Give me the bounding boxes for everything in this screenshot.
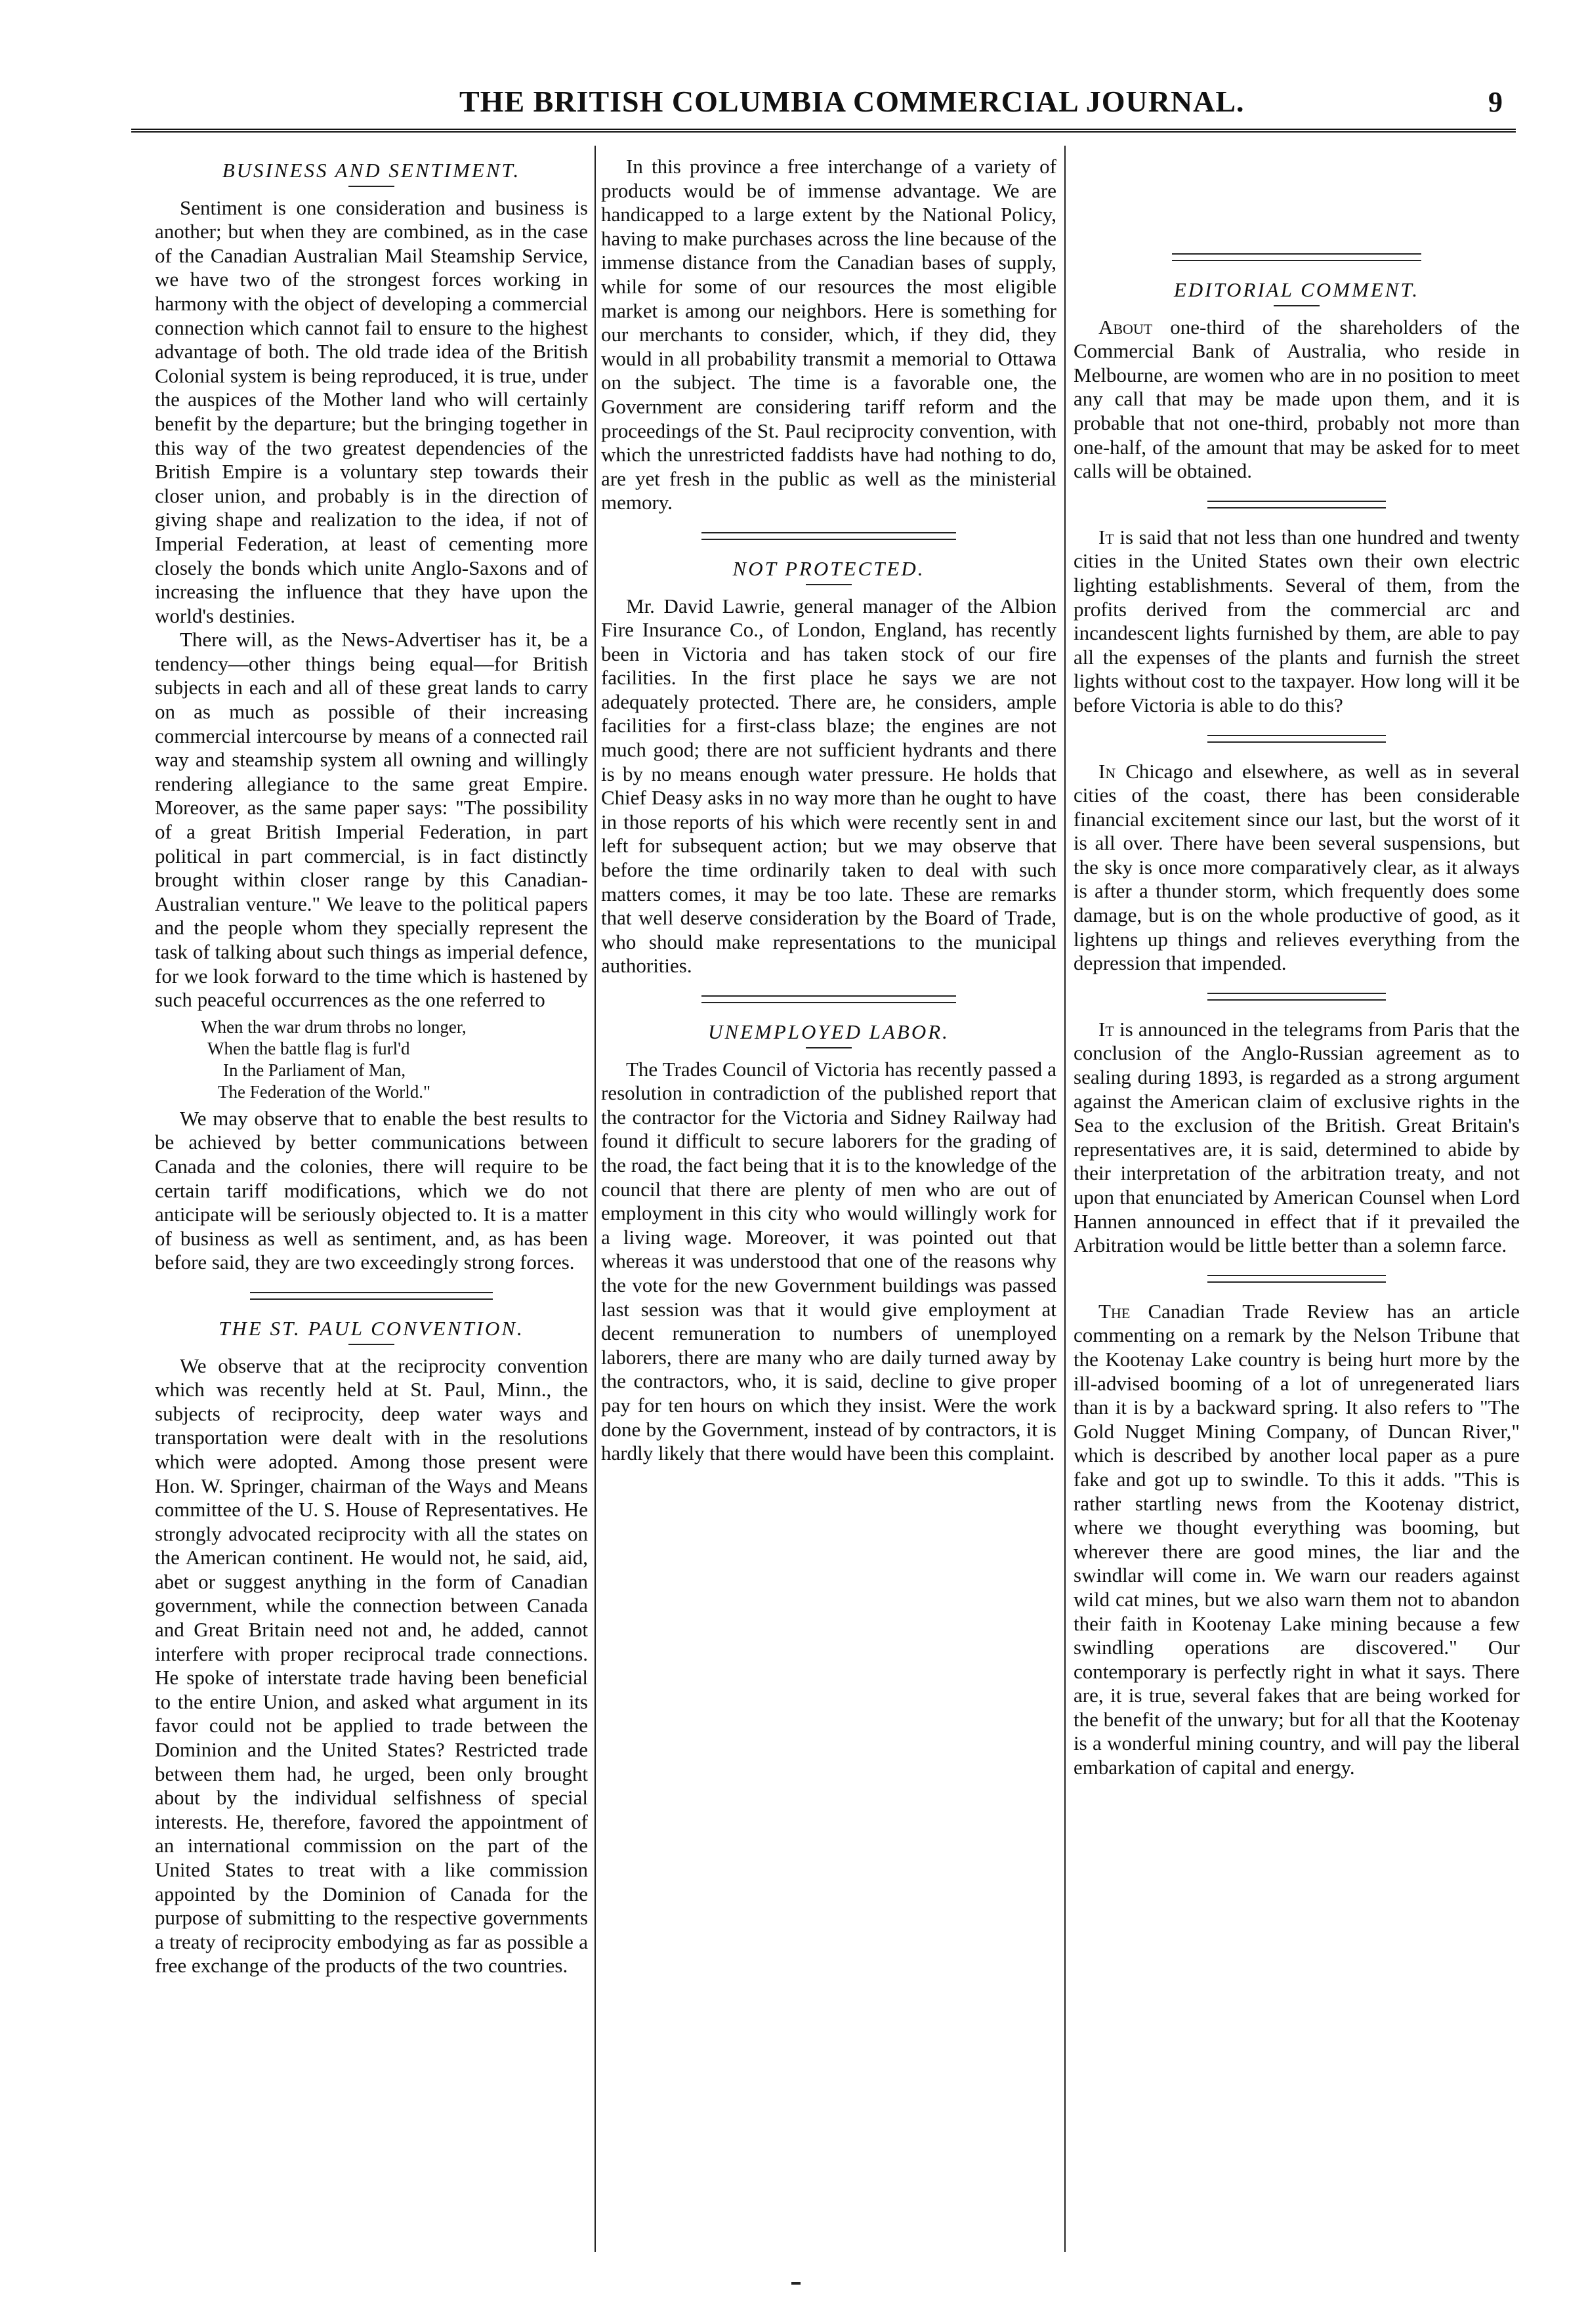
article-separator (701, 532, 957, 540)
editorial-item (1074, 316, 1520, 484)
header-rule (131, 129, 1516, 133)
poem-quote (201, 1016, 588, 1103)
poem-line: When the war drum throbs no longer, (201, 1016, 467, 1037)
footer-mark (791, 2282, 801, 2285)
lead-word: In (1098, 759, 1116, 783)
article-paragraph: We may observe that to enable the best results to be achieved by better communications between Canada and the colonies, there will require to be certain tariff modifications, which we do not anticipate will be seriously objected to. It is a matter of business as well as sentiment, and, as has been before said, they are two exceedingly strong forces. (155, 1106, 588, 1274)
lead-word: The (1098, 1299, 1131, 1323)
heading-dash (348, 1344, 394, 1345)
column-divider (1064, 146, 1066, 2252)
lead-word: It (1098, 525, 1114, 549)
editorial-item (1074, 526, 1520, 718)
article-heading: NOT PROTECTED. (732, 556, 925, 580)
lead-word: About (1098, 315, 1153, 339)
article-heading: THE ST. PAUL CONVENTION. (219, 1316, 524, 1340)
item-text: Canadian Trade Review has an article commenting on a remark by the Nelson Tribune that the Kootenay Lake country is being hurt more by the ill-advised booming of a lot of unregenerated liars than it is by a backward spring. It also refers to "The Gold Nugget Mining Company, of Duncan River," which is described by another local paper as a pure fake and got up to swindle. To this it adds. "This is rather startling news from the Kootenay district, where we thought everything was booming, but wherever there are good mines, the liar and the swindlar will come in. We warn our readers against wild cat mines, but we also warn them not to abandon their faith in Kootenay Lake mining because a few swindling operations are discovered." Our contemporary is perfectly right in what it says. There are, it is true, several fakes that are being worked for the benefit of the unwary; but for all that the Kootenay is a wonderful mining country, and will pay the liberal embarkation of capital and energy. (1074, 1299, 1520, 1779)
page-number: 9 (1488, 86, 1503, 118)
article-paragraph: Sentiment is one consideration and business is another; but when they are combined, as in the case of the Canadian Australian Mail Steamship Service, we have two of the strongest forces working in harmony with the object of developing a commercial connection which cannot fail to ensure to the highest advantage of both. The old trade idea of the British Colonial system is being reproduced, it is true, under the auspices of the Mother land who will certainly benefit by the departure; but the bringing together in this way of the two greatest dependencies of the British Empire is a voluntary step towards their closer union, and probably is in the direction of giving shape and realization to the idea, if not of Imperial Federation, at least of cementing more closely the bonds which unite Anglo-Saxons and of increasing the influence that they have upon the world's destinies. (155, 196, 588, 627)
article-paragraph: Mr. David Lawrie, general manager of the Albion Fire Insurance Co., of London, England, has recently been in Victoria and has taken stock of our fire facilities. In the first place he says we are not adequately protected. There are, he considers, ample facilities for a first-class blaze; the engines are not much good; there are not sufficient hydrants and there is by no means enough water pressure. He holds that Chief Deasy asks in no way more than he ought to have in those reports of his which were recently sent in and left for subsequent action; but we may observe that before the time ordinarily taken to deal with such matters comes, it may be too late. These are remarks that well deserve consideration by the Board of Trade, who should make representations to the municipal authorities. (601, 594, 1056, 978)
page-header (131, 84, 1516, 125)
article-heading: UNEMPLOYED LABOR. (708, 1020, 950, 1043)
item-text: one-third of the shareholders of the Commercial Bank of Australia, who reside in Melbourne, are women who are in no position to meet any call that may be made upon them, and it is probable that not one-third, probably not more than one-half, of the amount that may be asked for to meet calls will be obtained. (1074, 315, 1520, 483)
article-heading: BUSINESS AND SENTIMENT. (222, 159, 521, 182)
heading-dash (806, 1047, 852, 1048)
poem-line: When the battle flag is furl'd (207, 1038, 410, 1058)
article-separator (1172, 253, 1422, 261)
item-separator (1207, 501, 1386, 508)
article-heading: EDITORIAL COMMENT. (1173, 278, 1420, 301)
item-separator (1207, 1275, 1386, 1283)
editorial-item (1074, 760, 1520, 976)
item-separator (1207, 735, 1386, 743)
column-1 (155, 155, 588, 2254)
item-separator (1207, 993, 1386, 1001)
editorial-item (1074, 1018, 1520, 1258)
heading-dash (1274, 305, 1320, 306)
article-paragraph: There will, as the News-Advertiser has it, be a tendency—other things being equal—for British subjects in each and all of these great lands to carry on as much as possible of their increasing commercial intercourse by means of a connected rail way and steamship system all owning and willingly rendering allegiance to the same great Empire. Moreover, as the same paper says: "The possibility of a great British Imperial Federation, in part political in part commercial, is in fact distinctly brought within closer range by this Canadian-Australian venture." We leave to the political papers and the people whom they specially represent the task of talking about such things as imperial defence, for we look forward to the time which is hastened by such peaceful occurrences as the one referred to (155, 628, 588, 1012)
item-text: is announced in the telegrams from Paris that the conclusion of the Anglo-Russian agreement as to sealing during 1893, is regarded as a strong argument against the American claim of exclusive rights in the Sea to the exclusion of the British. Great Britain's representatives are, it is said, determined to abide by their interpretation of the arbitration treaty, and not upon that enunciated by American Counsel when Lord Hannen announced in effect that if it prevailed the Arbitration would be little better than a solemn farce. (1074, 1017, 1520, 1257)
journal-title: THE BRITISH COLUMBIA COMMERCIAL JOURNAL. (459, 85, 1245, 118)
lead-word: It (1098, 1017, 1114, 1041)
editorial-item (1074, 1300, 1520, 1780)
column-2 (601, 155, 1056, 2254)
column-divider (595, 146, 596, 2252)
poem-line: The Federation of the World." (218, 1081, 431, 1102)
item-text: is said that not less than one hundred and twenty cities in the United States own their own electric lighting establishments. Several of them, from the profits derived from the commercial arc and incandescent lights furnished by them, are able to pay all the expenses of the plants and furnish the street lights without cost to the taxpayer. How long will it be before Victoria is able to do this? (1074, 525, 1520, 716)
poem-line: In the Parliament of Man, (223, 1060, 406, 1080)
article-paragraph: The Trades Council of Victoria has recently passed a resolution in contradiction of the published report that the contractor for the Victoria and Sidney Railway had found it difficult to secure laborers for the grading of the road, the fact being that it is to the knowledge of the council that there are plenty of men who are out of employment in this city who would willingly work for a living wage. Moreover, it was pointed out that whereas it was understood that one of the reasons why the vote for the new Government buildings was passed last session was that it would give employment at decent remuneration to numbers of unemployed laborers, there are many who are daily turned away by the contractors, who, it is said, decline to give proper pay for ten hours on which they insist. Were the work done by the Government, instead of by contractors, it is hardly likely that there would have been this complaint. (601, 1057, 1056, 1465)
article-separator (701, 995, 957, 1003)
item-text: Chicago and elsewhere, as well as in several cities of the coast, there has been considerable financial excitement since our last, but the worst of it is all over. There have been several suspensions, but the sky is once more comparatively clear, as it always is after a thunder storm, which frequently does some damage, but is on the whole productive of good, as it lightens up things and relieves everything from the depression that impended. (1074, 759, 1520, 975)
article-separator (250, 1292, 493, 1300)
heading-dash (348, 186, 394, 187)
article-paragraph: We observe that at the reciprocity convention which was recently held at St. Paul, Minn., the subjects of reciprocity, deep water ways and transportation were dealt with in the resolutions which were adopted. Among those present were Hon. W. Springer, chairman of the Ways and Means committee of the U. S. House of Representatives. He strongly advocated reciprocity with all the states on the American continent. He would not, he said, aid, abet or suggest anything in the form of Canadian government, while the connection between Canada and Great Britain need not and, he added, cannot interfere with proper reciprocal trade connections. He spoke of interstate trade having been beneficial to the entire Union, and asked what argument in its favor could not be applied to trade between the Dominion and the United States? Restricted trade between them had, he urged, been only brought about by the individual selfishness of special interests. He, therefore, favored the appointment of an international commission on the part of the United States to treat with a like commission appointed by the Dominion of Canada for the purpose of submitting to the respective governments a treaty of reciprocity embodying as far as possible a free exchange of the products of the two countries. (155, 1354, 588, 1978)
column-3 (1074, 155, 1520, 2254)
heading-dash (806, 584, 852, 585)
article-paragraph: In this province a free interchange of a variety of products would be of immense advantage. We are handicapped to a large extent by the National Policy, having to make purchases across the line because of the immense distance from the Canadian bases of supply, while for some of our resources the most eligible market is among our neighbors. Here is something for our merchants to consider, which, if they did, they would in all probability transmit a memorial to Ottawa on the subject. The time is a favorable one, the Government are considering tariff reform and the proceedings of the St. Paul reciprocity convention, with which the unrestricted faddists have had nothing to do, are yet fresh in the public as well as the ministerial memory. (601, 155, 1056, 514)
